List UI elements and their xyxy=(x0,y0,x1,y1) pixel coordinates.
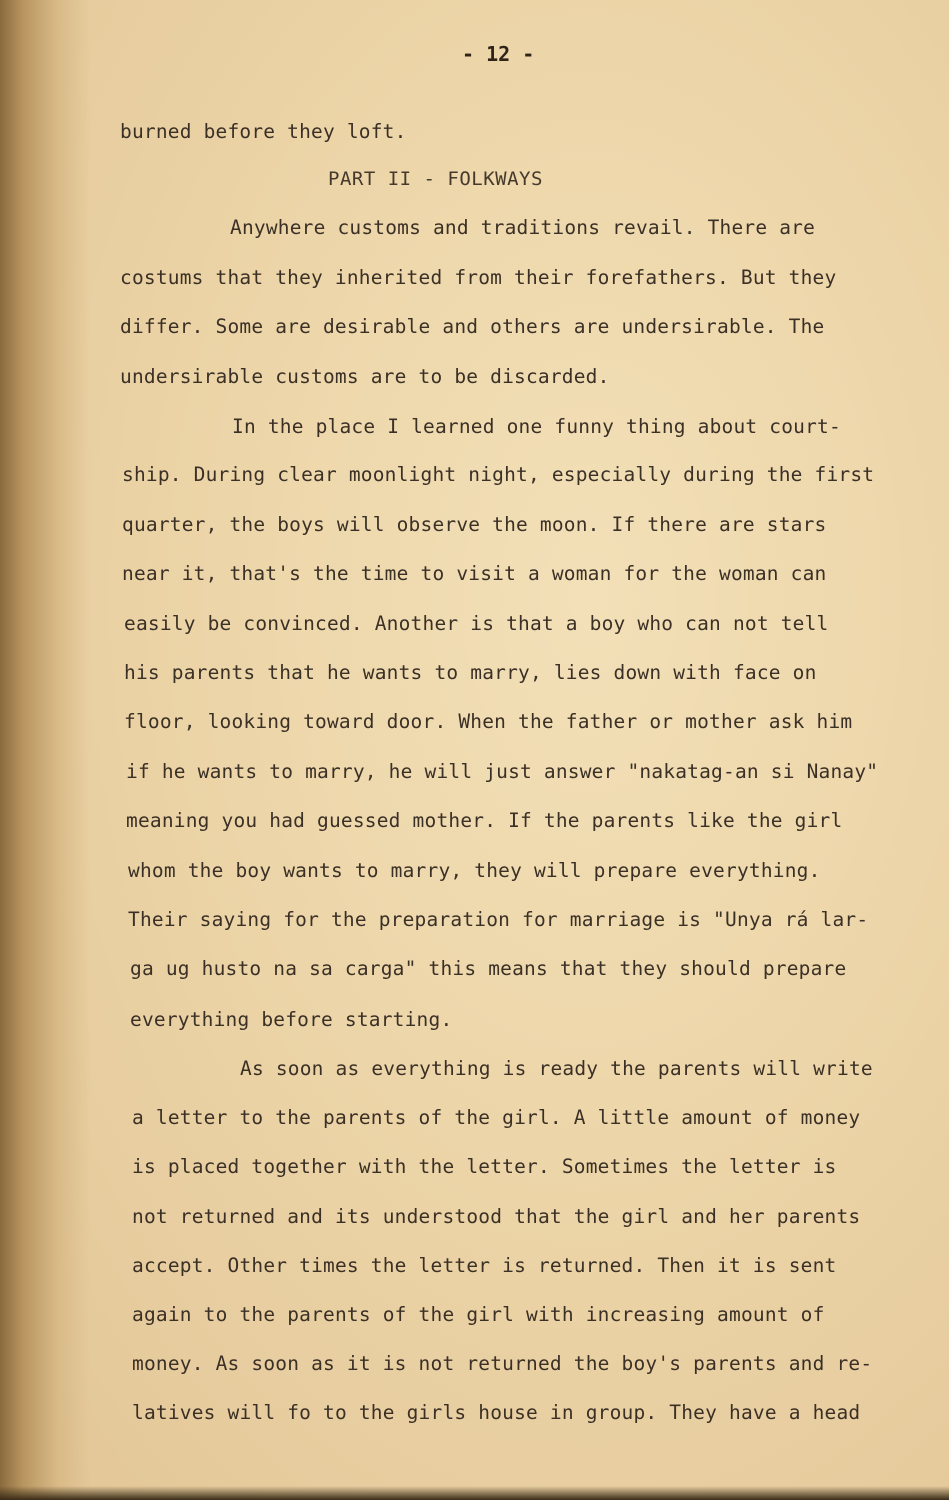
text-line: Their saying for the preparation for marriage is "Unya rá lar- xyxy=(128,908,869,931)
text-line: In the place I learned one funny thing about court- xyxy=(232,415,841,438)
text-line: meaning you had guessed mother. If the parents like the girl xyxy=(126,809,843,832)
text-line: easily be convinced. Another is that a boy who can not tell xyxy=(124,612,829,635)
text-line: near it, that's the time to visit a woman for the woman can xyxy=(122,562,827,585)
text-line: As soon as everything is ready the parents will write xyxy=(240,1057,873,1080)
text-line: a letter to the parents of the girl. A little amount of money xyxy=(132,1106,861,1129)
page-number: - 12 - xyxy=(462,42,535,66)
binding-shadow xyxy=(0,0,90,1500)
text-line: again to the parents of the girl with increasing amount of xyxy=(132,1303,825,1326)
text-line: differ. Some are desirable and others are undersirable. The xyxy=(120,315,825,338)
text-line: undersirable customs are to be discarded. xyxy=(120,365,610,388)
text-line: his parents that he wants to marry, lies down with face on xyxy=(124,661,817,684)
text-line: Anywhere customs and traditions revail. There are xyxy=(230,216,816,239)
text-line: whom the boy wants to marry, they will prepare everything. xyxy=(128,859,821,882)
text-line: latives will fo to the girls house in group. They have a head xyxy=(132,1401,861,1424)
text-line: everything before starting. xyxy=(130,1008,453,1031)
text-line: if he wants to marry, he will just answer "nakatag-an si Nanay" xyxy=(126,760,879,783)
text-line: ship. During clear moonlight night, especially during the first xyxy=(122,463,875,486)
text-line: floor, looking toward door. When the father or mother ask him xyxy=(124,710,853,733)
text-line: quarter, the boys will observe the moon. If there are stars xyxy=(122,513,827,536)
text-line: burned before they loft. xyxy=(120,120,407,143)
text-line: accept. Other times the letter is returned. Then it is sent xyxy=(132,1254,837,1277)
text-line: not returned and its understood that the girl and her parents xyxy=(132,1205,861,1228)
text-line: costums that they inherited from their forefathers. But they xyxy=(120,266,837,289)
page-bottom-edge xyxy=(0,1486,949,1500)
text-line: money. As soon as it is not returned the boy's parents and re- xyxy=(132,1352,873,1375)
section-heading: PART II - FOLKWAYS xyxy=(328,168,543,190)
text-line: ga ug husto na sa carga" this means that they should prepare xyxy=(130,957,847,980)
text-line: is placed together with the letter. Sometimes the letter is xyxy=(132,1155,837,1178)
